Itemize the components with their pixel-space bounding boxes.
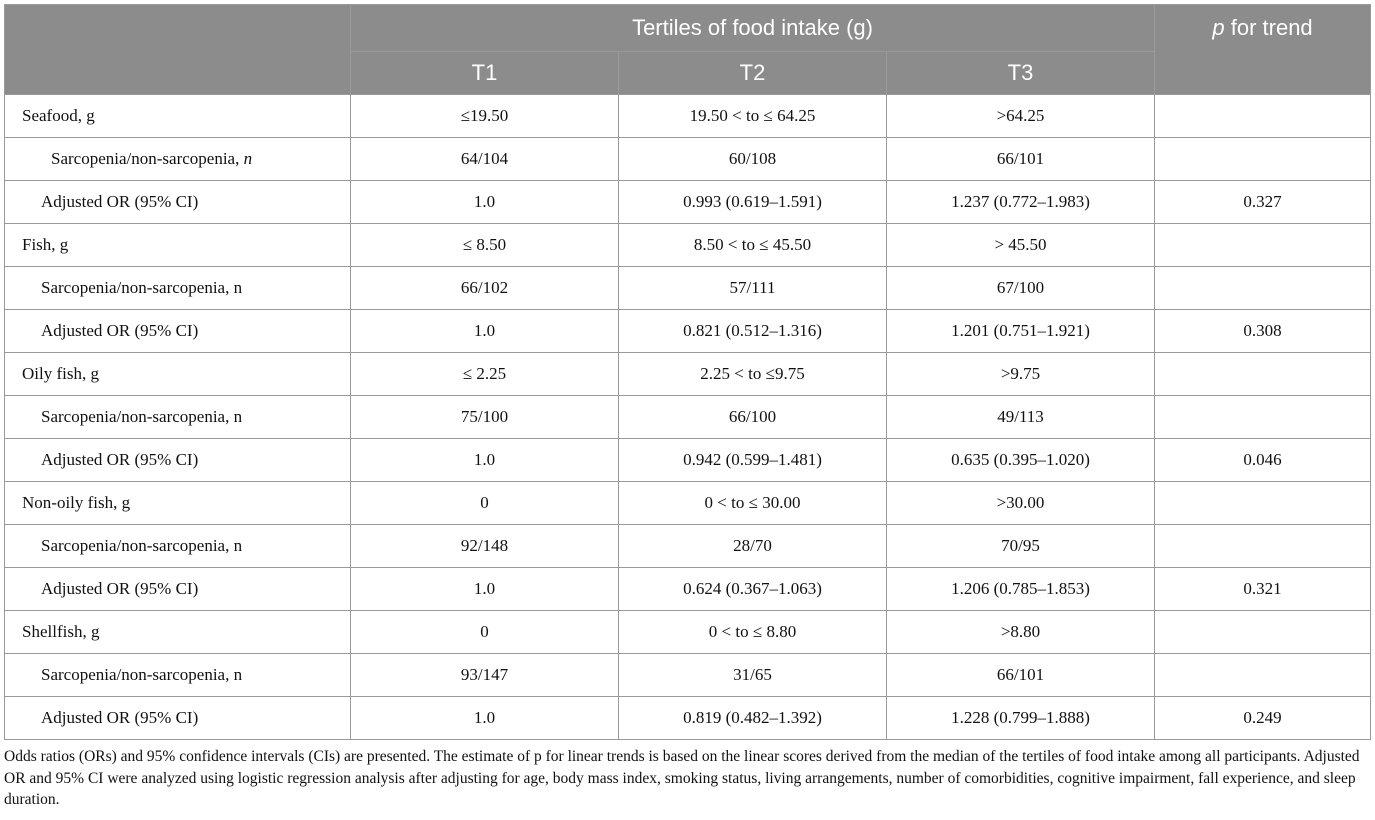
results-table <box>4 4 1371 740</box>
cell-p-trend <box>1155 525 1371 568</box>
cell-t2: 0.942 (0.599–1.481) <box>619 439 887 482</box>
cell-t1: 93/147 <box>351 654 619 697</box>
header-t3: T3 <box>887 52 1155 95</box>
row-label: Adjusted OR (95% CI) <box>5 568 351 611</box>
table-row <box>5 181 1371 224</box>
row-label: Fish, g <box>5 224 351 267</box>
table-row <box>5 353 1371 396</box>
cell-t2: 66/100 <box>619 396 887 439</box>
cell-t1: 0 <box>351 611 619 654</box>
cell-t1: ≤19.50 <box>351 95 619 138</box>
header-t2: T2 <box>619 52 887 95</box>
cell-t3: 66/101 <box>887 138 1155 181</box>
row-label: Oily fish, g <box>5 353 351 396</box>
table-row <box>5 697 1371 740</box>
cell-t3: 1.237 (0.772–1.983) <box>887 181 1155 224</box>
cell-t1: 1.0 <box>351 310 619 353</box>
table-row <box>5 611 1371 654</box>
table-row <box>5 568 1371 611</box>
header-p-trend <box>1155 5 1371 95</box>
cell-p-trend <box>1155 611 1371 654</box>
cell-t3: >30.00 <box>887 482 1155 525</box>
cell-p-trend <box>1155 396 1371 439</box>
table-row <box>5 138 1371 181</box>
table-row <box>5 396 1371 439</box>
row-label-italic: n <box>243 149 253 168</box>
cell-t2: 0 < to ≤ 8.80 <box>619 611 887 654</box>
cell-p-trend <box>1155 267 1371 310</box>
row-label: Sarcopenia/non-sarcopenia, n <box>5 654 351 697</box>
row-label <box>5 138 351 181</box>
cell-t3: 0.635 (0.395–1.020) <box>887 439 1155 482</box>
cell-t2: 60/108 <box>619 138 887 181</box>
table-body <box>5 95 1371 740</box>
cell-t1: 66/102 <box>351 267 619 310</box>
row-label: Sarcopenia/non-sarcopenia, n <box>5 267 351 310</box>
cell-t3: >64.25 <box>887 95 1155 138</box>
cell-t1: ≤ 8.50 <box>351 224 619 267</box>
cell-p-trend <box>1155 95 1371 138</box>
table-row <box>5 224 1371 267</box>
table-row <box>5 482 1371 525</box>
cell-t2: 28/70 <box>619 525 887 568</box>
cell-p-trend: 0.308 <box>1155 310 1371 353</box>
cell-t2: 0 < to ≤ 30.00 <box>619 482 887 525</box>
header-blank-cell <box>5 5 351 95</box>
cell-t2: 0.624 (0.367–1.063) <box>619 568 887 611</box>
cell-t3: 1.228 (0.799–1.888) <box>887 697 1155 740</box>
row-label-text: Sarcopenia/non-sarcopenia, <box>51 149 244 168</box>
row-label: Sarcopenia/non-sarcopenia, n <box>5 525 351 568</box>
cell-p-trend <box>1155 482 1371 525</box>
table-row <box>5 267 1371 310</box>
cell-t2: 0.821 (0.512–1.316) <box>619 310 887 353</box>
cell-t1: 1.0 <box>351 568 619 611</box>
cell-p-trend <box>1155 654 1371 697</box>
cell-p-trend: 0.249 <box>1155 697 1371 740</box>
cell-t1: 0 <box>351 482 619 525</box>
cell-p-trend <box>1155 224 1371 267</box>
table-row <box>5 525 1371 568</box>
row-label: Adjusted OR (95% CI) <box>5 181 351 224</box>
cell-t2: 0.993 (0.619–1.591) <box>619 181 887 224</box>
cell-t2: 31/65 <box>619 654 887 697</box>
cell-t3: > 45.50 <box>887 224 1155 267</box>
cell-t3: >8.80 <box>887 611 1155 654</box>
row-label: Adjusted OR (95% CI) <box>5 697 351 740</box>
cell-t3: 66/101 <box>887 654 1155 697</box>
row-label: Adjusted OR (95% CI) <box>5 310 351 353</box>
row-label: Seafood, g <box>5 95 351 138</box>
cell-t3: 67/100 <box>887 267 1155 310</box>
header-t1: T1 <box>351 52 619 95</box>
header-p-rest: for trend <box>1224 15 1313 40</box>
cell-t2: 2.25 < to ≤9.75 <box>619 353 887 396</box>
cell-t1: ≤ 2.25 <box>351 353 619 396</box>
header-p-italic: p <box>1212 15 1225 40</box>
row-label: Shellfish, g <box>5 611 351 654</box>
cell-p-trend: 0.327 <box>1155 181 1371 224</box>
cell-p-trend: 0.046 <box>1155 439 1371 482</box>
table-footnote: Odds ratios (ORs) and 95% confidence intervals (CIs) are presented. The estimate of p for linear trends is based on the linear scores derived from the median of the tertiles of food intake among all participants. Adjusted OR and 95% CI were analyzed using logistic regression analysis after adjusting for age, body mass index, smoking status, living arrangements, number of comorbidities, cognitive impairment, fall experience, and sleep duration. <box>4 748 1360 808</box>
cell-t1: 75/100 <box>351 396 619 439</box>
row-label: Sarcopenia/non-sarcopenia, n <box>5 396 351 439</box>
cell-t1: 1.0 <box>351 181 619 224</box>
cell-t3: >9.75 <box>887 353 1155 396</box>
cell-t2: 0.819 (0.482–1.392) <box>619 697 887 740</box>
cell-t3: 1.206 (0.785–1.853) <box>887 568 1155 611</box>
cell-p-trend: 0.321 <box>1155 568 1371 611</box>
cell-t1: 1.0 <box>351 697 619 740</box>
cell-t2: 57/111 <box>619 267 887 310</box>
cell-t2: 19.50 < to ≤ 64.25 <box>619 95 887 138</box>
cell-t3: 70/95 <box>887 525 1155 568</box>
table-row <box>5 439 1371 482</box>
cell-t1: 92/148 <box>351 525 619 568</box>
cell-t1: 64/104 <box>351 138 619 181</box>
cell-t2: 8.50 < to ≤ 45.50 <box>619 224 887 267</box>
cell-t3: 1.201 (0.751–1.921) <box>887 310 1155 353</box>
row-label: Non-oily fish, g <box>5 482 351 525</box>
cell-t1: 1.0 <box>351 439 619 482</box>
cell-p-trend <box>1155 138 1371 181</box>
table-row <box>5 310 1371 353</box>
header-group-title: Tertiles of food intake (g) <box>351 5 1155 52</box>
table-header <box>5 5 1371 95</box>
cell-t3: 49/113 <box>887 396 1155 439</box>
table-row <box>5 654 1371 697</box>
row-label: Adjusted OR (95% CI) <box>5 439 351 482</box>
cell-p-trend <box>1155 353 1371 396</box>
table-row <box>5 95 1371 138</box>
